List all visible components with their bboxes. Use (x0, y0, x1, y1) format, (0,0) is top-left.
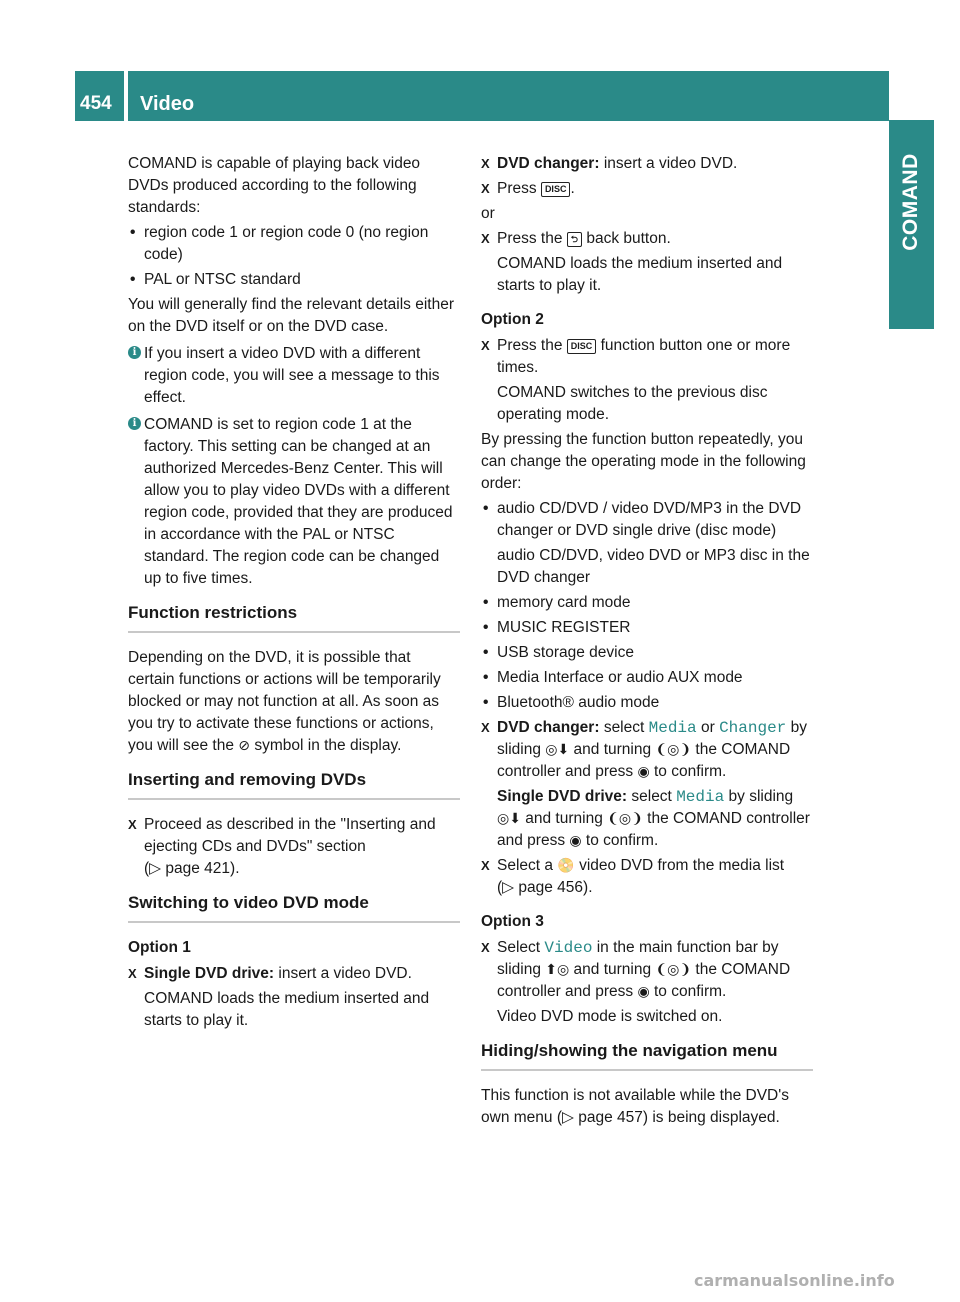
note (128, 343, 460, 409)
disc-button-icon: DISC (541, 182, 571, 197)
mode-bullet: • MUSIC REGISTER (481, 617, 813, 639)
heading-switching-mode: Switching to video DVD mode (128, 892, 460, 923)
step: X Press the DISC function button one or more times. COMAND switches to the previous disc operating mode. (481, 335, 813, 426)
step: X Select a 📀 video DVD from the media list (▷ page 456). (481, 855, 813, 899)
header-divider (124, 71, 128, 121)
slide-down-icon: ◎⬇ (545, 742, 570, 758)
heading-function-restrictions: Function restrictions (128, 602, 460, 633)
standard-bullet: • PAL or NTSC standard (128, 269, 460, 291)
details-paragraph: You will generally find the relevant details either on the DVD itself or on the DVD case. (128, 296, 454, 335)
page-number: 454 (80, 93, 112, 114)
mode-bullet: • Bluetooth® audio mode (481, 692, 813, 714)
step: X DVD changer: insert a video DVD. (481, 153, 813, 175)
slide-up-icon: ⬆◎ (545, 962, 570, 978)
or-text: or (481, 205, 495, 222)
slide-down-icon: ◎⬇ (497, 811, 521, 827)
note-text: COMAND is set to region code 1 at the factory. This setting can be changed at an authorized Mercedes-Benz Center. This will allow you to play video DVDs with a different region code, provided that they are produced in accordance with the PAL or NTSC standard. The region code can be changed up to five times. (144, 416, 453, 587)
step: X DVD changer: select Media or Changer by sliding ◎⬇ and turning ❨◎❩ the COMAND controller and press ◉ to confirm. Single DVD drive: select Media by sliding ◎⬇ and turning ❨◎❩ the COMAND controller and press ◉ to confirm. (481, 717, 813, 852)
step: X Press the ⮌ back button. COMAND loads the medium inserted and starts to play it. (481, 228, 813, 297)
dvd-video-icon: 📀 (557, 858, 575, 874)
press-controller-icon: ◉ (637, 984, 650, 1000)
heading-hiding-navigation: Hiding/showing the navigation menu (481, 1040, 813, 1071)
back-button-icon: ⮌ (567, 232, 582, 247)
mode-bullet: • memory card mode (481, 592, 813, 614)
step: X Single DVD drive: insert a video DVD. COMAND loads the medium inserted and starts to play it. (128, 963, 460, 1032)
left-column (128, 153, 460, 1035)
disc-button-icon: DISC (567, 339, 597, 354)
press-controller-icon: ◉ (569, 833, 582, 849)
step: X Proceed as described in the "Inserting and ejecting CDs and DVDs" section (▷ page 421). (128, 814, 460, 880)
order-paragraph: By pressing the function button repeatedly, you can change the operating mode in the following order: (481, 431, 806, 492)
step: X Select Video in the main function bar by sliding ⬆◎ and turning ❨◎❩ the COMAND controller and press ◉ to confirm. Video DVD mode is switched on. (481, 937, 813, 1028)
side-square (889, 284, 934, 329)
restrictions-paragraph: Depending on the DVD, it is possible that certain functions or actions will be temporarily blocked or may not function at all. As soon as you try to activate these functions or actions, you will see the ⊘ symbol in the display. (128, 649, 441, 754)
note-text: If you insert a video DVD with a different region code, you will see a message to this effect. (144, 345, 440, 406)
turn-controller-icon: ❨◎❩ (655, 742, 692, 758)
intro-paragraph: COMAND is capable of playing back video DVDs produced according to the following standards: (128, 155, 421, 216)
turn-controller-icon: ❨◎❩ (655, 962, 692, 978)
standard-bullet: • region code 1 or region code 0 (no region code) (128, 222, 460, 266)
press-controller-icon: ◉ (637, 764, 650, 780)
option-2-heading: Option 2 (481, 311, 544, 328)
watermark: carmanualsonline.info (694, 1271, 895, 1290)
turn-controller-icon: ❨◎❩ (607, 811, 643, 827)
navigation-paragraph: This function is not available while the DVD's own menu (▷ page 457) is being displayed. (481, 1087, 789, 1126)
step: X Press DISC . (481, 178, 813, 200)
heading-inserting-removing: Inserting and removing DVDs (128, 769, 460, 800)
option-3-heading: Option 3 (481, 913, 544, 930)
section-title: Video (140, 93, 195, 115)
mode-bullet: • USB storage device (481, 642, 813, 664)
header-bar (75, 71, 889, 121)
option-1-heading: Option 1 (128, 939, 191, 956)
mode-bullet: • Media Interface or audio AUX mode (481, 667, 813, 689)
side-tab-label: COMAND (899, 153, 922, 251)
note (128, 414, 460, 590)
info-icon: i (128, 417, 141, 430)
info-icon: i (128, 346, 141, 359)
mode-bullet: • audio CD/DVD / video DVD/MP3 in the DVD changer or DVD single drive (disc mode) audio CD/DVD, video DVD or MP3 disc in the DVD changer (481, 498, 813, 589)
prohibited-icon: ⊘ (238, 738, 251, 754)
right-column (481, 153, 813, 1132)
